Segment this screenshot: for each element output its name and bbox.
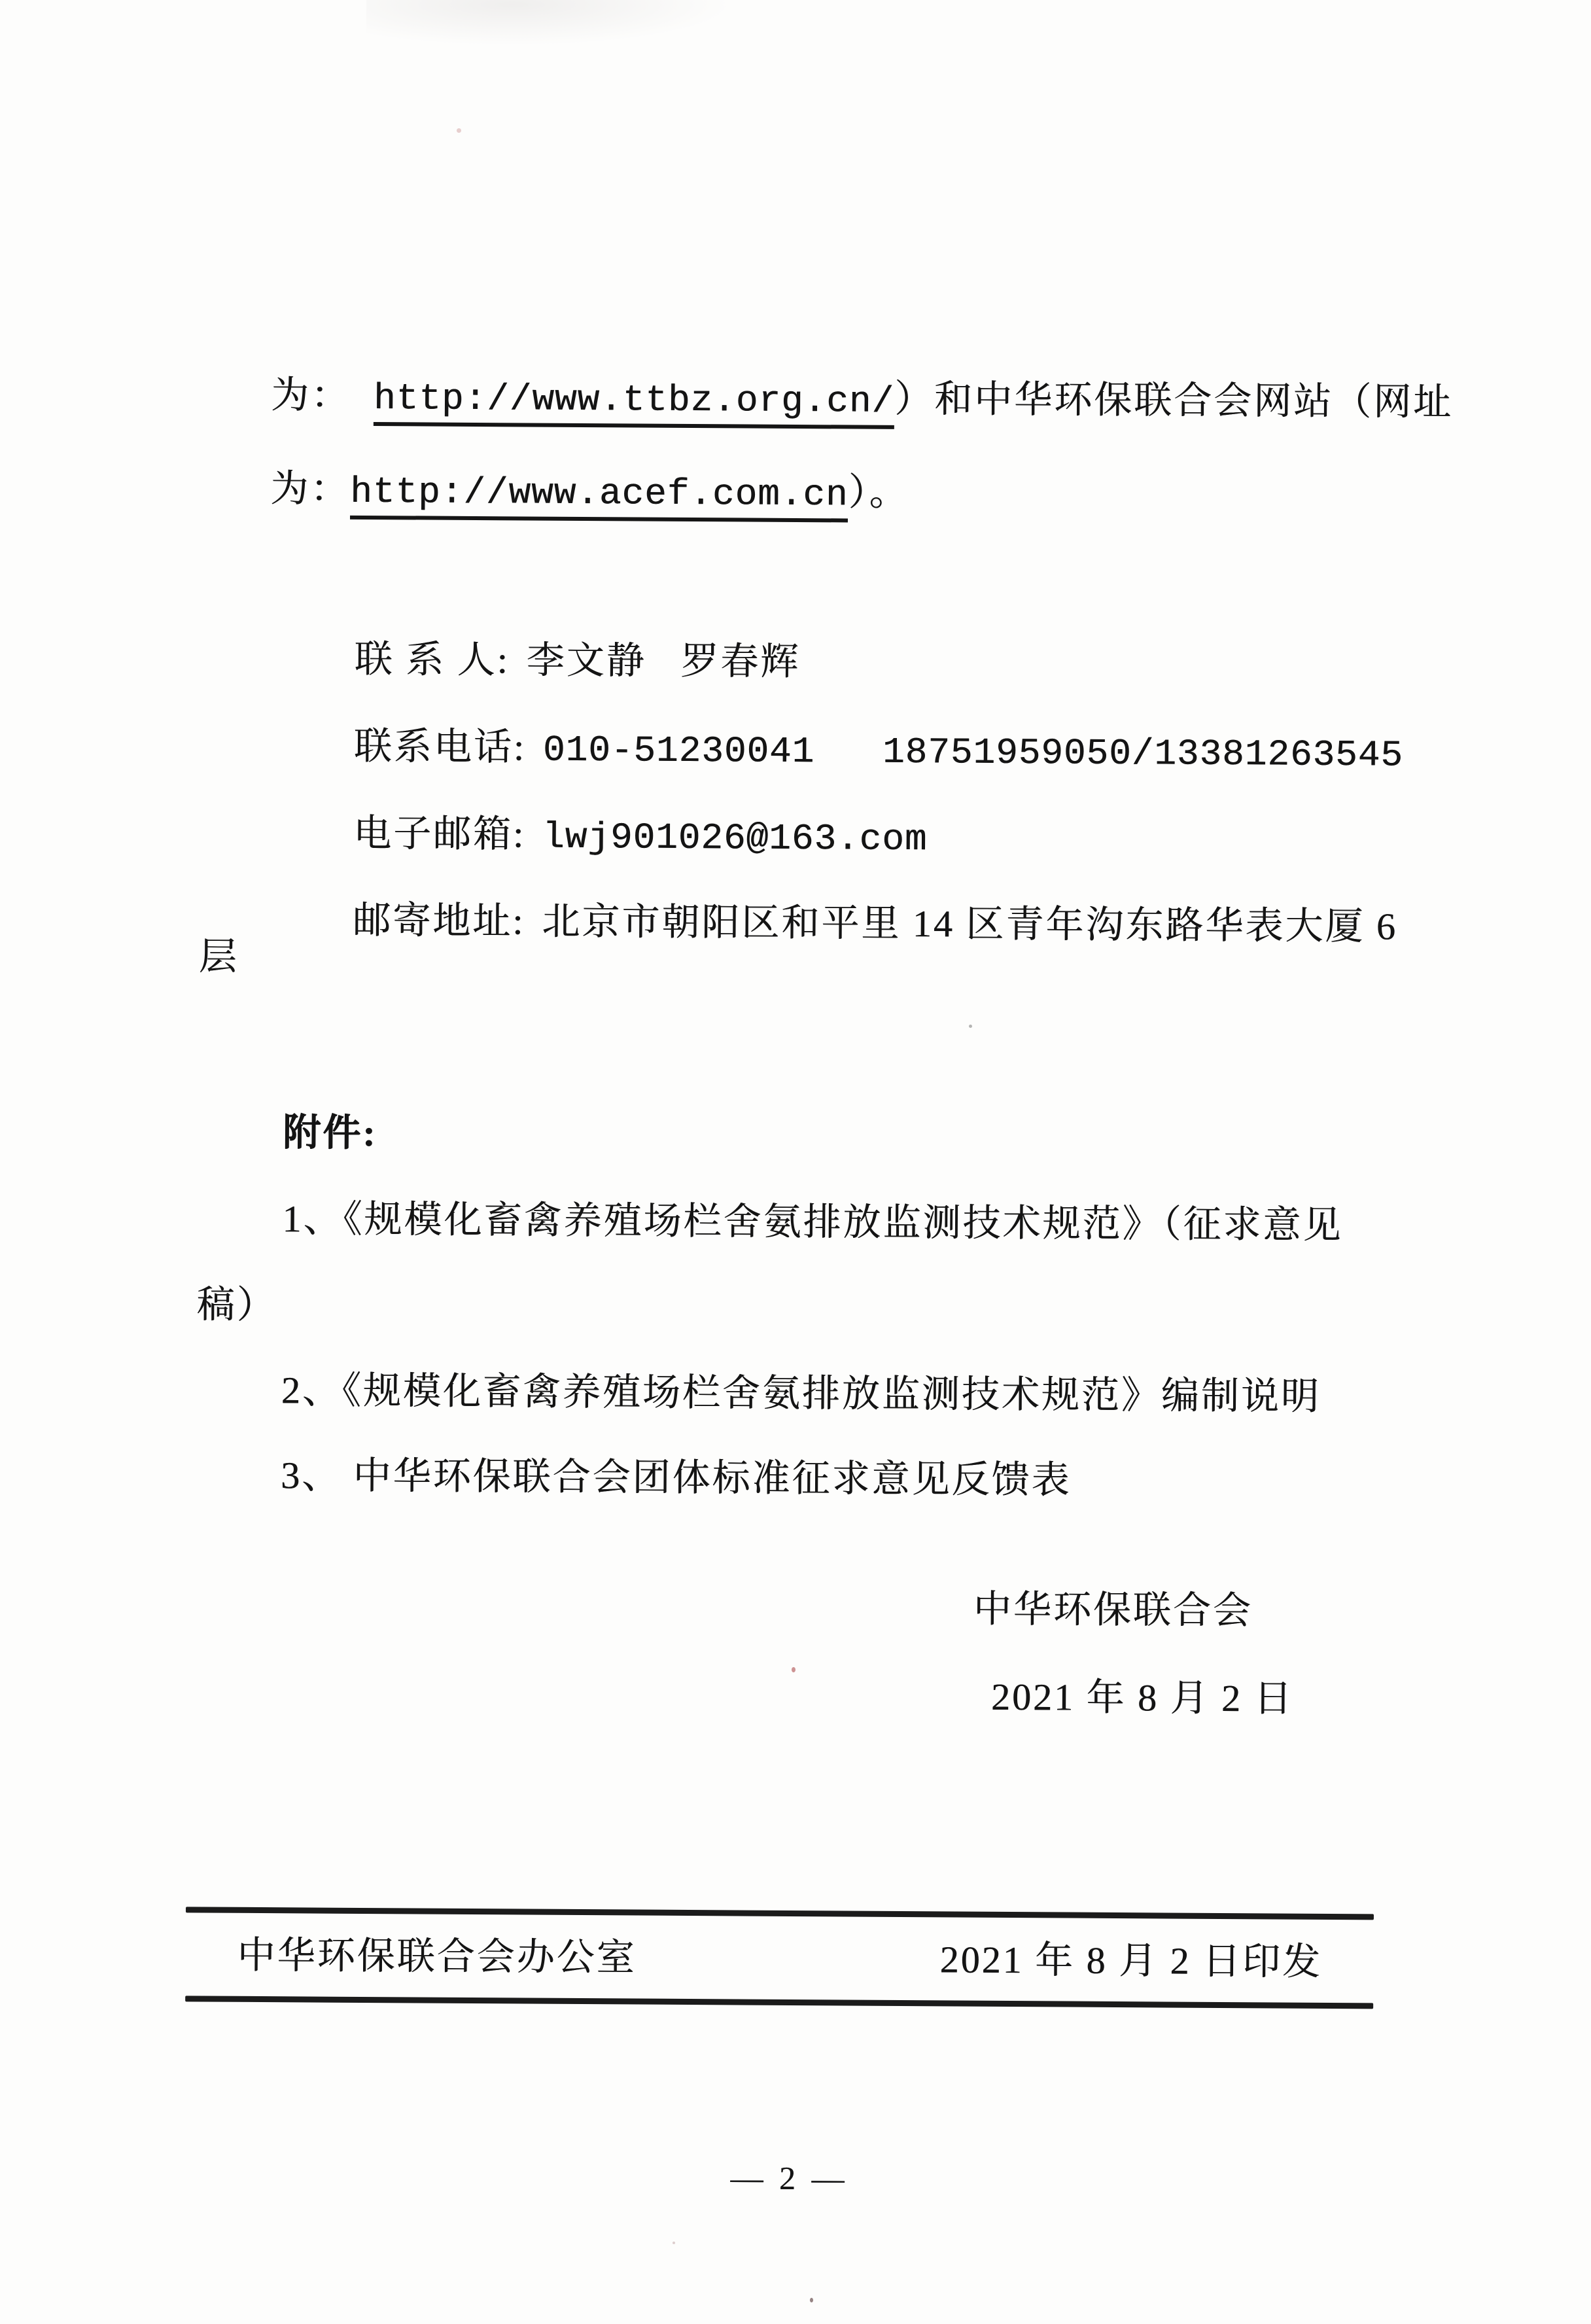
footer-print-date: 2021 年 8 月 2 日印发 [939,1938,1323,1983]
footer-office: 中华环保联合会办公室 [237,1933,637,1979]
contact-email-label: 电子邮箱: [353,811,526,855]
attachments-heading: 附件: [283,1111,377,1155]
ttbz-url: http://www.ttbz.org.cn/ [374,378,894,429]
contact-email-value: lwj901026@163.com [542,816,928,860]
page-number: — 2 — [730,2159,848,2197]
url-line-1-prefix: 为： [270,373,374,417]
contact-person-label: 联 系 人: [354,637,510,681]
url-line-2 [201,417,910,565]
attachment-item-1: 1、《规模化畜禽养殖场栏舍氨排放监测技术规范》（征求意见 [282,1197,1343,1247]
contact-address-label: 邮寄地址: [353,898,525,942]
attachment-item-1-wrap: 稿） [196,1283,277,1327]
attachment-item-3: 3、 中华环保联合会团体标准征求意见反馈表 [280,1454,1072,1502]
contact-phone-value: 010-51230041 18751959050/13381263545 [542,729,1404,777]
footer-rule-top [186,1907,1374,1920]
contact-phone-label: 联系电话: [353,724,527,768]
footer-rule-bottom [185,1996,1373,2009]
contact-address-row [284,849,1398,998]
signature-org: 中华环保联合会 [973,1587,1253,1632]
url-line-1-suffix: ）和中华环保联合会网站（网址 [894,377,1454,423]
url-line-2-suffix: ）。 [848,470,909,514]
signature-date: 2021 年 8 月 2 日 [990,1675,1294,1720]
contact-person-value: 李文静 罗春辉 [526,638,801,683]
attachment-item-2: 2、《规模化畜禽养殖场栏舍氨排放监测技术规范》编制说明 [281,1369,1321,1418]
url-line-2-prefix: 为： [270,467,351,510]
contact-address-value: 北京市朝阳区和平里 14 区青年沟东路华表大厦 6 [542,900,1398,948]
contact-address-wrap: 层 [198,935,239,978]
acef-url: http://www.acef.com.cn [350,470,848,522]
